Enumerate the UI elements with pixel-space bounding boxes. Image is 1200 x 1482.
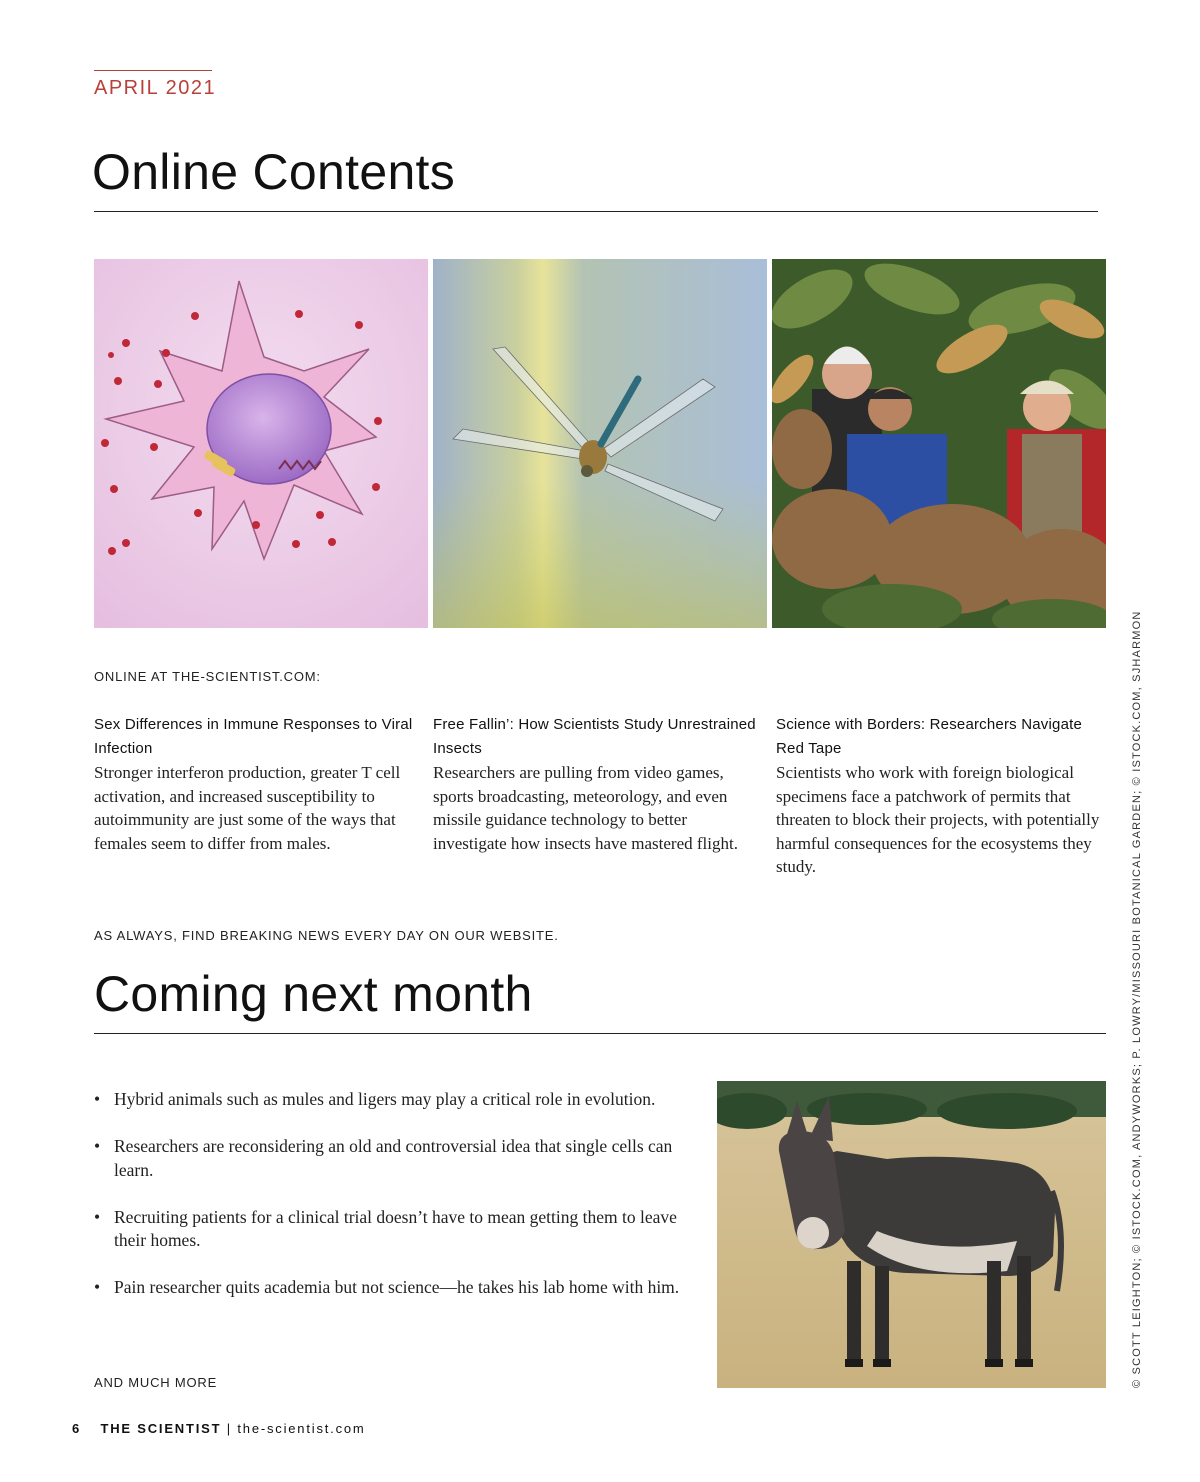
article-summary: Stronger interferon production, greater T cell activation, and increased susceptibility to autoimmunity are just some of the ways that females seem to differ from males.	[94, 763, 401, 853]
heading-rule	[94, 1033, 1106, 1034]
page-footer	[72, 1421, 366, 1436]
article-title[interactable]: Free Fallin’: How Scientists Study Unrestrained Insects	[433, 716, 756, 757]
article-immune[interactable]	[94, 713, 424, 855]
online-intro-label: ONLINE AT THE-SCIENTIST.COM:	[94, 669, 321, 684]
researchers-in-foliage-photo	[772, 259, 1106, 628]
article-title[interactable]: Sex Differences in Immune Responses to Viral Infection	[94, 716, 413, 757]
donkey-photo	[717, 1081, 1106, 1388]
issue-date: APRIL 2021	[94, 77, 217, 99]
footer-separator: |	[226, 1421, 232, 1436]
article-insects[interactable]	[433, 713, 763, 855]
article-borders[interactable]	[776, 713, 1106, 879]
article-summary: Scientists who work with foreign biological specimens face a patchwork of permits that threaten to block their projects, with potentially harmful consequences for the ecosystems they study.	[776, 763, 1100, 876]
heading-rule	[94, 211, 1098, 212]
bullet-glyph: •	[94, 1206, 101, 1227]
coming-next-month-heading: Coming next month	[94, 966, 533, 1022]
list-item	[94, 1135, 684, 1182]
bullet-glyph: •	[94, 1277, 101, 1297]
online-contents-heading: Online Contents	[92, 144, 456, 200]
list-item	[94, 1276, 684, 1300]
issue-date-rule	[94, 70, 212, 71]
list-item	[94, 1088, 684, 1112]
article-summary: Researchers are pulling from video games, sports broadcasting, meteorology, and even missile guidance technology to better investigate how insects have mastered flight.	[433, 763, 738, 853]
list-item-text: Recruiting patients for a clinical trial doesn’t have to mean getting them to leave their homes.	[114, 1206, 677, 1250]
immune-cell-illustration	[94, 259, 428, 628]
list-item-text: Pain researcher quits academia but not science—he takes his lab home with him.	[114, 1277, 680, 1297]
list-item	[94, 1206, 684, 1253]
photo-credit: © SCOTT LEIGHTON; © ISTOCK.COM, ANDYWORKS; P. LOWRY/MISSOURI BOTANICAL GARDEN; © ISTOCK.COM, SJHARMON	[1131, 610, 1143, 1388]
footer-website-link[interactable]: the-scientist.com	[237, 1421, 366, 1436]
breaking-news-note: AS ALWAYS, FIND BREAKING NEWS EVERY DAY ON OUR WEBSITE.	[94, 928, 559, 943]
article-title[interactable]: Science with Borders: Researchers Navigate Red Tape	[776, 716, 1083, 757]
page-number: 6	[72, 1421, 82, 1436]
list-item-text: Hybrid animals such as mules and ligers may play a critical role in evolution.	[114, 1089, 656, 1109]
coming-items-list	[94, 1088, 684, 1323]
and-much-more-label: AND MUCH MORE	[94, 1375, 218, 1390]
bullet-glyph: •	[94, 1136, 101, 1156]
bullet-glyph: •	[94, 1089, 101, 1109]
publication-name: THE SCIENTIST	[100, 1421, 222, 1436]
dragonfly-photo	[433, 259, 767, 628]
list-item-text: Researchers are reconsidering an old and controversial idea that single cells can learn.	[114, 1136, 673, 1180]
